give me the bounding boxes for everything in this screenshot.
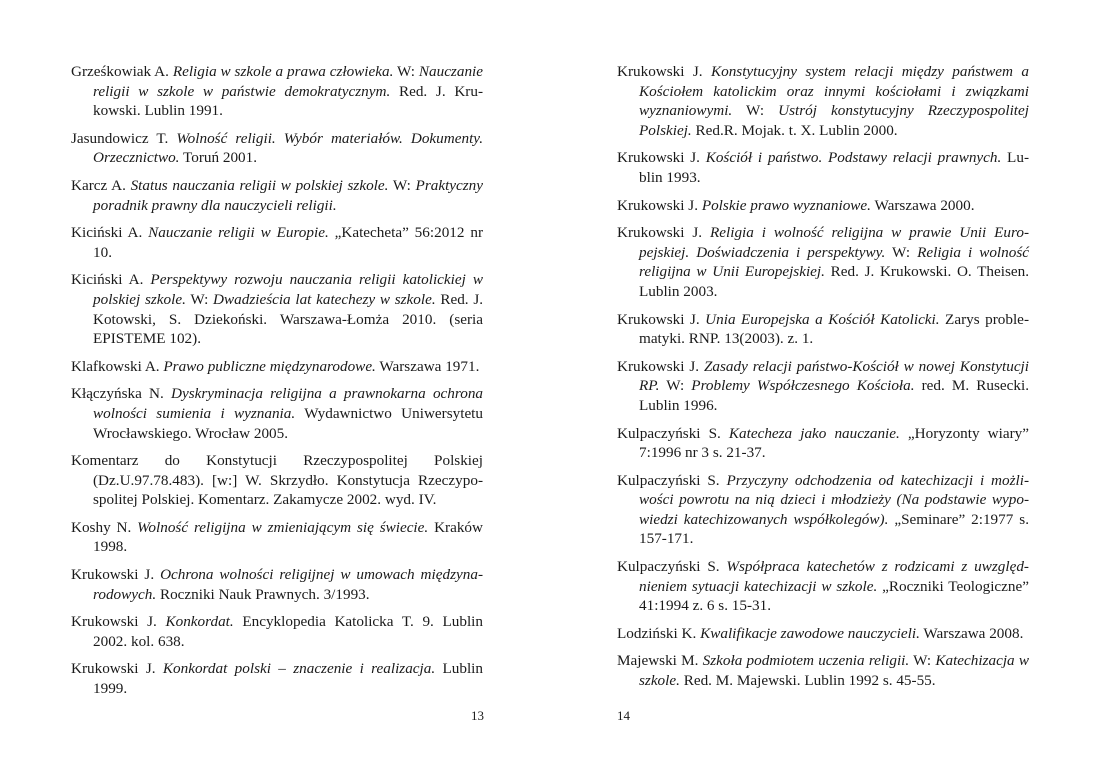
- bibliography-entry: Kłączyńska N. Dyskryminacja religijna a prawnokarna ochrona wolności sumienia i wyznania. Wydawnictwo Uniwersytetu Wrocławskiego. Wrocław 2005.: [71, 385, 484, 442]
- bibliography-entry: Karcz A. Status nauczania religii w polskiej szkole. W: Praktyczny poradnik prawny dla nauczycieli religii.: [71, 176, 484, 214]
- bibliography-entry: Kulpaczyński S. Współpraca katechetów z rodzicami z uwzględnieniem sytuacji katechizacji w szkole. „Roczniki Teologiczne” 41:1994 z. 6 s. 15-31.: [617, 558, 1029, 615]
- bibliography-entry: Jasundowicz T. Wolność religii. Wybór materiałów. Dokumenty. Orzecznictwo. Toruń 2001.: [71, 129, 483, 167]
- bibliography-entry: Krukowski J. Unia Europejska a Kościół Katolicki. Zarys problematyki. RNP. 13(2003). z. 1.: [617, 310, 1029, 348]
- bibliography-entry: Kiciński A. Perspektywy rozwoju nauczania religii katolickiej w polskiej szkole. W: Dwadzieścia lat katechezy w szkole. Red. J. Kotowski, S. Dziekoński. Warszawa-Łomża 2010. (seria EPISTEME 102).: [71, 271, 484, 348]
- bibliography-entry: Krukowski J. Konstytucyjny system relacji między państwem a Kościołem katolickim oraz innymi kościołami i związkami wyznaniowymi. W: Ustrój konstytucyjny Rzeczypospolitej Polskiej. Red.R. Mojak. t. X. Lublin 2000.: [617, 63, 1029, 139]
- bibliography-entry: Krukowski J. Konkordat polski – znaczenie i realizacja. Lublin 1999.: [71, 660, 483, 698]
- left-page-number: 13: [471, 708, 484, 723]
- bibliography-entry: Krukowski J. Polskie prawo wyznaniowe. Warszawa 2000.: [617, 196, 975, 214]
- left-page: [71, 62, 483, 707]
- bibliography-entry: Krukowski J. Zasady relacji państwo-Kościół w nowej Konstytucji RP. W: Problemy Współczesnego Kościoła. red. M. Rusecki. Lublin 1996.: [617, 357, 1030, 414]
- bibliography-entry: Krukowski J. Ochrona wolności religijnej w umowach międzynarodowych. Roczniki Nauk Prawnych. 3/1993.: [71, 566, 483, 603]
- bibliography-entry: Komentarz do Konstytucji Rzeczypospolitej Polskiej (Dz.U.97.78.483). [w:] W. Skrzydło. Konstytucja Rzeczypospolitej Polskiej. Komentarz. Zakamycze 2002. wyd. IV.: [71, 452, 483, 509]
- bibliography-entry: Krukowski J. Konkordat. Encyklopedia Katolicka T. 9. Lublin 2002. kol. 638.: [71, 613, 483, 650]
- bibliography-entry: Klafkowski A. Prawo publiczne międzynarodowe. Warszawa 1971.: [71, 357, 480, 375]
- right-page-number: 14: [617, 708, 630, 723]
- bibliography-entry: Majewski M. Szkoła podmiotem uczenia religii. W: Katechizacja w szkole. Red. M. Majewski. Lublin 1992 s. 45-55.: [617, 652, 1029, 690]
- bibliography-entry: Koshy N. Wolność religijna w zmieniającym się świecie. Kraków 1998.: [71, 518, 483, 556]
- bibliography-entry: Krukowski J. Religia i wolność religijna w prawie Unii Europejskiej. Doświadczenia i perspektywy. W: Religia i wolność religijna w Unii Europejskiej. Red. J. Krukowski. O. Theisen. Lublin 2003.: [617, 224, 1029, 300]
- bibliography-entry: Grześkowiak A. Religia w szkole a prawa człowieka. W: Nauczanie religii w szkole w państwie demokratycznym. Red. J. Krukowski. Lublin 1991.: [71, 63, 483, 120]
- bibliography-entry: Lodziński K. Kwalifikacje zawodowe nauczycieli. Warszawa 2008.: [617, 624, 1024, 642]
- right-page: [617, 62, 1029, 699]
- bibliography-entry: Krukowski J. Kościół i państwo. Podstawy relacji prawnych. Lublin 1993.: [617, 149, 1029, 186]
- bibliography-entry: Kulpaczyński S. Katecheza jako nauczanie. „Horyzonty wiary” 7:1996 nr 3 s. 21-37.: [617, 424, 1029, 462]
- bibliography-entry: Kiciński A. Nauczanie religii w Europie. „Katecheta” 56:2012 nr 10.: [71, 224, 483, 261]
- bibliography-entry: Kulpaczyński S. Przyczyny odchodzenia od katechizacji i możliwości powrotu na nią dzieci i młodzieży (Na podstawie wypowiedzi katechizowanych współkolegów). „Seminare” 2:1977 s. 157-171.: [617, 471, 1029, 548]
